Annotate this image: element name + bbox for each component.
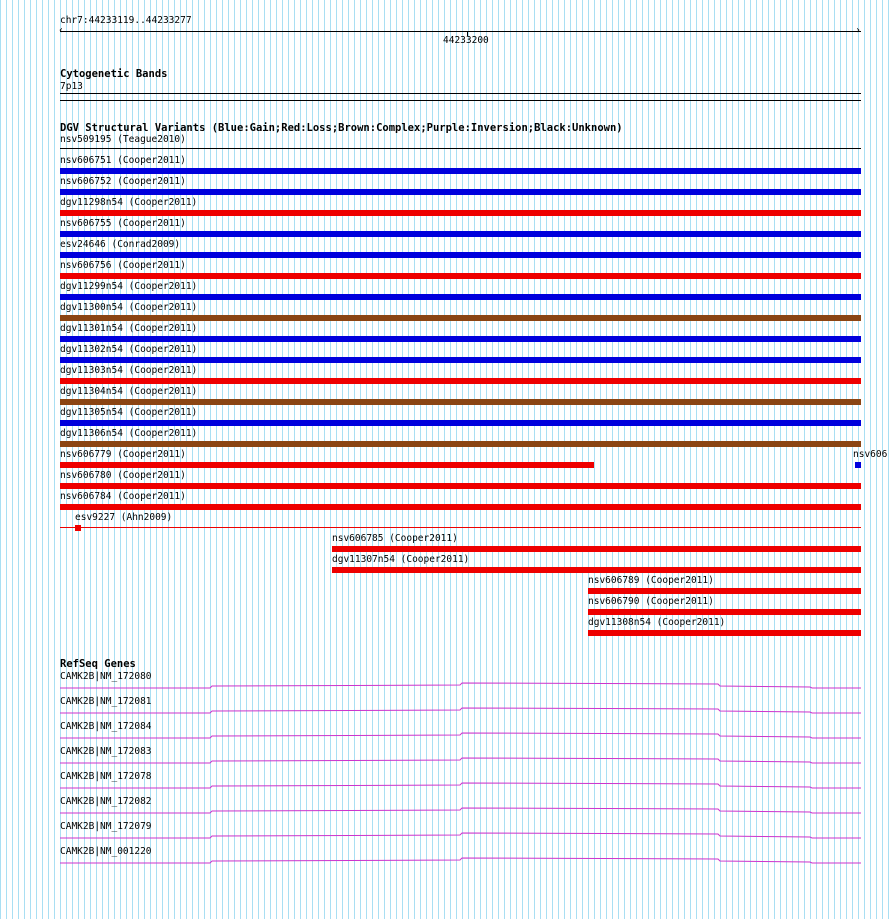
gene-model-line[interactable]	[60, 808, 861, 813]
gene-model-line[interactable]	[60, 733, 861, 738]
variant-label[interactable]: nsv606755 (Cooper2011)	[60, 218, 186, 229]
variant-label[interactable]: nsv509195 (Teague2010)	[60, 134, 186, 145]
variant-label[interactable]: dgv11308n54 (Cooper2011)	[588, 617, 726, 628]
position-label: chr7:44233119..44233277	[60, 15, 192, 26]
dgv-track-title: DGV Structural Variants (Blue:Gain;Red:Loss;Brown:Complex;Purple:Inversion;Black:Unknown)	[60, 122, 623, 134]
cytoband-label[interactable]: 7p13	[60, 81, 83, 92]
gene-label[interactable]: CAMK2B|NM_172083	[60, 746, 152, 757]
ruler-tick-label: 44233200	[443, 35, 489, 46]
gene-model-line[interactable]	[60, 758, 861, 763]
variant-label[interactable]: nsv606785 (Cooper2011)	[332, 533, 458, 544]
variant-label[interactable]: dgv11300n54 (Cooper2011)	[60, 302, 198, 313]
variant-label[interactable]: dgv11306n54 (Cooper2011)	[60, 428, 198, 439]
variant-label[interactable]: dgv11299n54 (Cooper2011)	[60, 281, 198, 292]
gene-model-line[interactable]	[60, 858, 861, 863]
gene-label[interactable]: CAMK2B|NM_172078	[60, 771, 152, 782]
gene-label[interactable]: CAMK2B|NM_172081	[60, 696, 152, 707]
variant-label[interactable]: nsv606780 (Cooper2011)	[60, 470, 186, 481]
scroll-right-arrow-icon[interactable]: ›	[855, 25, 862, 36]
variant-label[interactable]: dgv11298n54 (Cooper2011)	[60, 197, 198, 208]
variant-label[interactable]: esv9227 (Ahn2009)	[75, 512, 173, 523]
variant-label[interactable]: dgv11303n54 (Cooper2011)	[60, 365, 198, 376]
variant-label[interactable]: dgv11305n54 (Cooper2011)	[60, 407, 198, 418]
variant-label[interactable]: nsv606784 (Cooper2011)	[60, 491, 186, 502]
scroll-left-arrow-icon[interactable]: ‹	[58, 25, 65, 36]
variant-label[interactable]: nsv606752 (Cooper2011)	[60, 176, 186, 187]
variant-label[interactable]: nsv606756 (Cooper2011)	[60, 260, 186, 271]
gene-label[interactable]: CAMK2B|NM_172079	[60, 821, 152, 832]
cytogenetic-track-title: Cytogenetic Bands	[60, 68, 168, 80]
variant-label[interactable]: nsv606790 (Cooper2011)	[588, 596, 714, 607]
gene-model-line[interactable]	[60, 708, 861, 713]
gene-model-line[interactable]	[60, 833, 861, 838]
gene-model-line[interactable]	[60, 683, 861, 688]
gene-label[interactable]: CAMK2B|NM_172082	[60, 796, 152, 807]
gene-model-line[interactable]	[60, 783, 861, 788]
refseq-track-title: RefSeq Genes	[60, 658, 136, 670]
gene-label[interactable]: CAMK2B|NM_172080	[60, 671, 152, 682]
variant-label[interactable]: dgv11302n54 (Cooper2011)	[60, 344, 198, 355]
variant-label[interactable]: nsv606751 (Cooper2011)	[60, 155, 186, 166]
gene-label[interactable]: CAMK2B|NM_001220	[60, 846, 152, 857]
variant-label[interactable]: dgv11307n54 (Cooper2011)	[332, 554, 470, 565]
variant-label[interactable]: esv24646 (Conrad2009)	[60, 239, 181, 250]
gene-label[interactable]: CAMK2B|NM_172084	[60, 721, 152, 732]
variant-label[interactable]: nsv606	[853, 449, 888, 460]
variant-label[interactable]: nsv606789 (Cooper2011)	[588, 575, 714, 586]
variant-label[interactable]: dgv11304n54 (Cooper2011)	[60, 386, 198, 397]
variant-label[interactable]: nsv606779 (Cooper2011)	[60, 449, 186, 460]
variant-label[interactable]: dgv11301n54 (Cooper2011)	[60, 323, 198, 334]
